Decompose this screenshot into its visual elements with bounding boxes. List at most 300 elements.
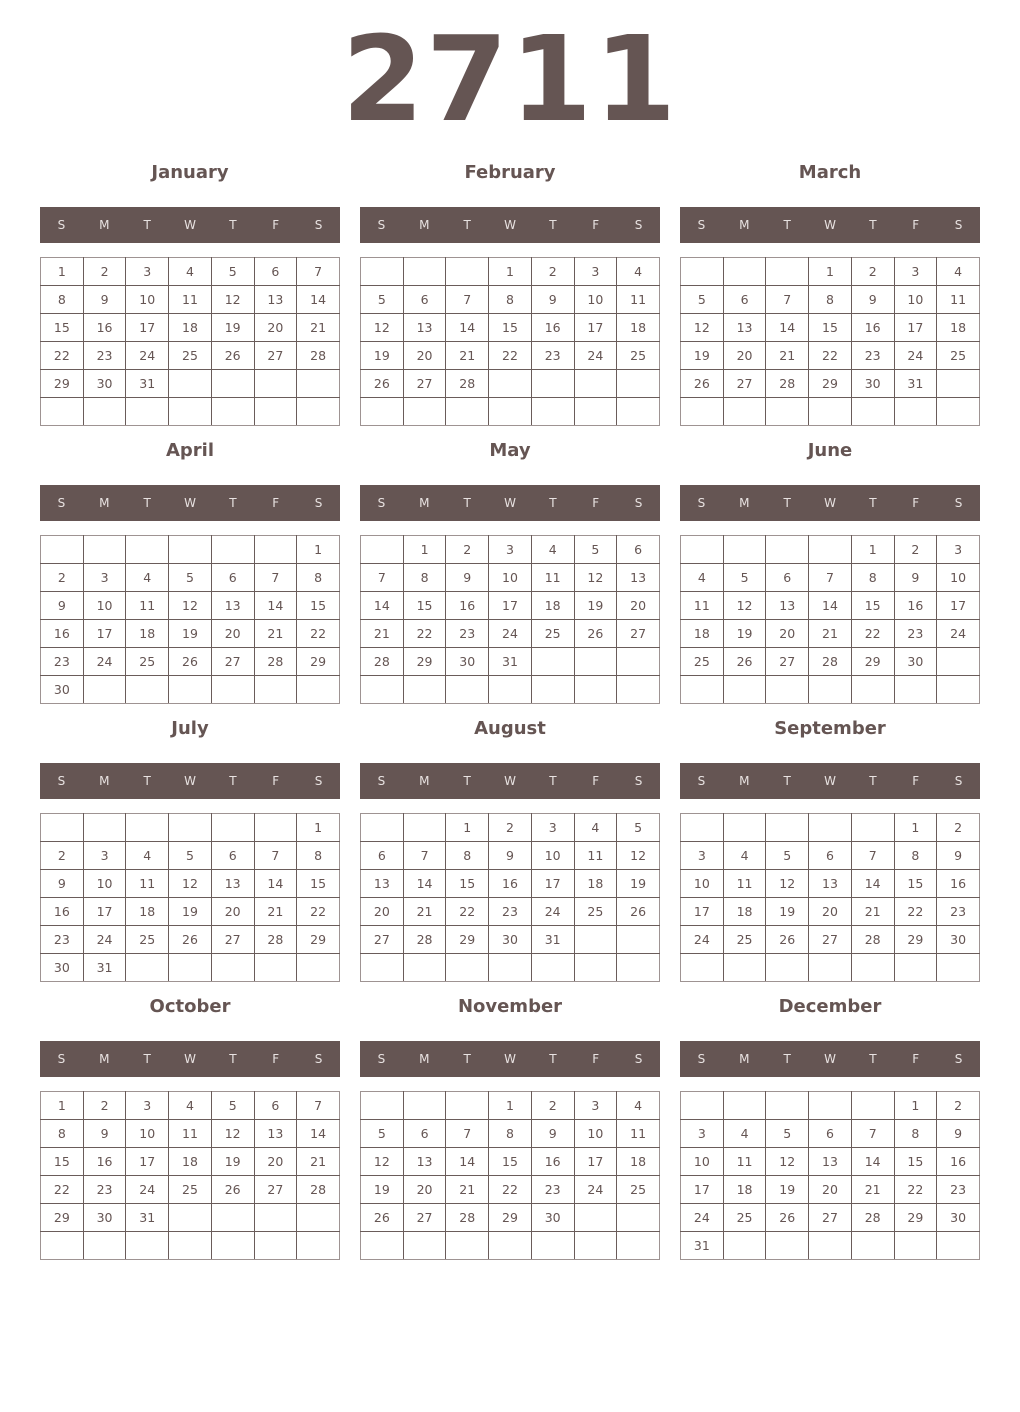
week-row (361, 620, 660, 648)
day-cell: 14 (446, 1148, 489, 1176)
day-cell: 10 (574, 1120, 617, 1148)
month-title: August (474, 718, 546, 739)
day-cell: 18 (723, 1176, 766, 1204)
weekday-label: S (314, 218, 323, 232)
day-cell: 26 (361, 370, 404, 398)
day-cell: 11 (937, 286, 980, 314)
week-row (41, 564, 340, 592)
day-cell: 19 (766, 1176, 809, 1204)
day-cell: 23 (41, 648, 84, 676)
day-cell: 28 (361, 648, 404, 676)
day-cell (297, 954, 340, 982)
weekday-label: M (739, 774, 750, 788)
weekday-label: W (824, 774, 836, 788)
day-cell: 28 (809, 648, 852, 676)
day-cell: 2 (531, 1092, 574, 1120)
week-row (361, 926, 660, 954)
day-cell: 2 (446, 536, 489, 564)
day-cell: 16 (83, 314, 126, 342)
day-cell: 30 (531, 1204, 574, 1232)
day-cell: 9 (937, 1120, 980, 1148)
day-cell: 18 (937, 314, 980, 342)
day-cell (211, 398, 254, 426)
day-cell (617, 926, 660, 954)
day-cell: 21 (361, 620, 404, 648)
week-row (681, 1092, 980, 1120)
day-cell (83, 676, 126, 704)
weekday-label: S (314, 1052, 323, 1066)
day-cell (211, 536, 254, 564)
day-cell (403, 676, 446, 704)
week-row (361, 648, 660, 676)
week-row (681, 536, 980, 564)
day-cell: 29 (809, 370, 852, 398)
day-cell: 9 (83, 1120, 126, 1148)
weekday-label: T (229, 1052, 237, 1066)
day-cell: 25 (574, 898, 617, 926)
day-cell: 3 (937, 536, 980, 564)
week-row (681, 676, 980, 704)
day-cell (809, 676, 852, 704)
day-cell: 5 (723, 564, 766, 592)
day-cell: 2 (83, 258, 126, 286)
day-cell: 16 (531, 1148, 574, 1176)
day-cell (169, 954, 212, 982)
day-cell: 14 (851, 1148, 894, 1176)
day-cell (403, 1092, 446, 1120)
weekday-label: M (739, 496, 750, 510)
day-cell (446, 398, 489, 426)
weekday-label: W (184, 496, 196, 510)
day-cell (41, 814, 84, 842)
month-title: June (807, 440, 853, 461)
day-cell: 16 (41, 620, 84, 648)
day-cell: 11 (126, 592, 169, 620)
day-cell (403, 258, 446, 286)
month-title: September (774, 718, 886, 739)
day-cell: 23 (41, 926, 84, 954)
week-row (41, 870, 340, 898)
week-row (41, 1120, 340, 1148)
day-cell (489, 1232, 532, 1260)
day-cell (254, 954, 297, 982)
weekday-label: W (504, 496, 516, 510)
day-cell: 17 (937, 592, 980, 620)
day-cell: 2 (937, 1092, 980, 1120)
weekday-label: S (954, 218, 963, 232)
week-row (681, 342, 980, 370)
day-cell: 19 (766, 898, 809, 926)
week-row (681, 398, 980, 426)
week-row (41, 926, 340, 954)
day-cell: 28 (446, 1204, 489, 1232)
day-grid (40, 257, 340, 426)
day-cell: 14 (297, 1120, 340, 1148)
week-row (41, 342, 340, 370)
day-cell: 9 (83, 286, 126, 314)
weekday-label: F (272, 774, 280, 788)
day-cell: 16 (851, 314, 894, 342)
weekday-header (680, 1041, 980, 1077)
day-cell (617, 1204, 660, 1232)
day-cell: 5 (211, 1092, 254, 1120)
weekday-label: F (912, 496, 920, 510)
day-cell (723, 398, 766, 426)
day-cell: 13 (211, 870, 254, 898)
weekday-label: W (184, 218, 196, 232)
day-cell (617, 648, 660, 676)
day-cell: 5 (169, 564, 212, 592)
day-cell (361, 536, 404, 564)
day-cell: 12 (169, 870, 212, 898)
week-row (361, 592, 660, 620)
week-row (41, 1232, 340, 1260)
day-cell: 31 (894, 370, 937, 398)
day-cell: 12 (617, 842, 660, 870)
day-cell: 5 (361, 286, 404, 314)
day-cell: 24 (574, 1176, 617, 1204)
day-cell: 4 (169, 1092, 212, 1120)
day-cell (894, 954, 937, 982)
month-title: December (778, 996, 882, 1017)
day-cell: 26 (766, 926, 809, 954)
day-cell: 4 (617, 258, 660, 286)
weekday-header (680, 763, 980, 799)
day-cell: 8 (489, 286, 532, 314)
day-cell (894, 1232, 937, 1260)
day-cell: 7 (403, 842, 446, 870)
day-cell: 28 (254, 648, 297, 676)
day-cell (681, 536, 724, 564)
day-cell (723, 954, 766, 982)
day-cell: 30 (41, 676, 84, 704)
day-cell (41, 1232, 84, 1260)
day-cell: 26 (211, 342, 254, 370)
day-cell: 30 (83, 1204, 126, 1232)
day-cell: 18 (126, 898, 169, 926)
day-cell: 10 (681, 870, 724, 898)
week-row (681, 1120, 980, 1148)
day-cell: 21 (297, 314, 340, 342)
day-cell: 22 (851, 620, 894, 648)
day-cell: 11 (169, 286, 212, 314)
month-title: October (149, 996, 231, 1017)
day-cell: 15 (446, 870, 489, 898)
day-cell: 17 (126, 314, 169, 342)
day-cell: 23 (531, 1176, 574, 1204)
day-cell (254, 398, 297, 426)
day-cell: 9 (41, 592, 84, 620)
day-cell: 11 (617, 286, 660, 314)
day-cell: 11 (169, 1120, 212, 1148)
day-cell: 8 (41, 1120, 84, 1148)
weekday-label: F (592, 774, 600, 788)
day-cell: 8 (446, 842, 489, 870)
day-cell: 5 (169, 842, 212, 870)
day-cell: 25 (681, 648, 724, 676)
day-cell: 8 (297, 842, 340, 870)
day-cell: 9 (937, 842, 980, 870)
day-cell (297, 676, 340, 704)
day-cell: 13 (809, 870, 852, 898)
day-grid (360, 1091, 660, 1260)
day-cell: 22 (489, 1176, 532, 1204)
week-row (361, 536, 660, 564)
day-cell: 11 (126, 870, 169, 898)
day-cell: 28 (446, 370, 489, 398)
week-row (361, 842, 660, 870)
weekday-label: F (912, 774, 920, 788)
day-cell: 25 (126, 648, 169, 676)
day-cell: 25 (169, 342, 212, 370)
day-cell: 3 (681, 842, 724, 870)
day-cell: 13 (254, 1120, 297, 1148)
day-cell: 12 (211, 286, 254, 314)
day-cell: 27 (723, 370, 766, 398)
day-cell: 11 (617, 1120, 660, 1148)
day-cell (681, 258, 724, 286)
weekday-header (680, 207, 980, 243)
weekday-label: W (504, 1052, 516, 1066)
day-cell: 4 (937, 258, 980, 286)
day-cell: 16 (489, 870, 532, 898)
day-cell (574, 370, 617, 398)
day-cell: 17 (531, 870, 574, 898)
day-cell (617, 676, 660, 704)
weekday-label: T (463, 774, 471, 788)
week-row (41, 592, 340, 620)
weekday-label: T (783, 496, 791, 510)
week-row (361, 1148, 660, 1176)
week-row (361, 898, 660, 926)
day-cell: 2 (851, 258, 894, 286)
weekday-label: W (504, 774, 516, 788)
week-row (681, 370, 980, 398)
week-row (681, 898, 980, 926)
day-cell (361, 398, 404, 426)
day-cell: 11 (531, 564, 574, 592)
day-cell: 1 (809, 258, 852, 286)
day-cell: 7 (446, 1120, 489, 1148)
weekday-label: T (143, 218, 151, 232)
week-row (41, 370, 340, 398)
day-cell (723, 1092, 766, 1120)
day-cell (617, 370, 660, 398)
day-cell (297, 398, 340, 426)
weekday-label: S (57, 1052, 66, 1066)
day-cell: 1 (894, 1092, 937, 1120)
day-cell (809, 814, 852, 842)
day-cell (937, 370, 980, 398)
weekday-label: T (549, 218, 557, 232)
day-cell: 15 (489, 314, 532, 342)
day-cell (851, 1092, 894, 1120)
day-cell: 14 (361, 592, 404, 620)
day-cell: 22 (403, 620, 446, 648)
day-cell: 4 (681, 564, 724, 592)
day-cell: 3 (574, 258, 617, 286)
day-cell: 27 (403, 1204, 446, 1232)
day-cell: 29 (297, 926, 340, 954)
day-cell: 8 (489, 1120, 532, 1148)
day-cell (681, 954, 724, 982)
day-cell: 24 (489, 620, 532, 648)
day-cell (937, 954, 980, 982)
day-cell: 23 (531, 342, 574, 370)
weekday-label: W (824, 496, 836, 510)
day-cell: 18 (617, 314, 660, 342)
week-row (41, 398, 340, 426)
day-cell: 3 (681, 1120, 724, 1148)
day-cell: 23 (851, 342, 894, 370)
day-cell: 3 (126, 1092, 169, 1120)
day-cell (83, 814, 126, 842)
day-grid (40, 1091, 340, 1260)
weekday-label: S (57, 496, 66, 510)
day-grid (680, 535, 980, 704)
weekday-header (40, 763, 340, 799)
weekday-label: S (634, 1052, 643, 1066)
week-row (361, 286, 660, 314)
day-cell (937, 648, 980, 676)
day-cell: 19 (723, 620, 766, 648)
day-cell (894, 676, 937, 704)
day-cell: 19 (211, 314, 254, 342)
day-cell: 30 (937, 1204, 980, 1232)
day-cell (211, 814, 254, 842)
week-row (41, 620, 340, 648)
day-grid (680, 257, 980, 426)
day-cell: 27 (361, 926, 404, 954)
day-cell: 18 (169, 314, 212, 342)
day-cell: 14 (446, 314, 489, 342)
week-row (41, 1176, 340, 1204)
day-cell: 31 (489, 648, 532, 676)
weekday-label: T (783, 774, 791, 788)
day-cell: 25 (531, 620, 574, 648)
day-cell: 6 (617, 536, 660, 564)
day-cell (531, 954, 574, 982)
month-title: April (165, 440, 215, 461)
day-cell: 5 (766, 842, 809, 870)
day-cell: 30 (446, 648, 489, 676)
day-cell: 10 (126, 1120, 169, 1148)
weekday-label: T (143, 496, 151, 510)
day-cell: 24 (83, 926, 126, 954)
day-cell: 27 (617, 620, 660, 648)
day-cell: 14 (254, 592, 297, 620)
day-cell: 14 (851, 870, 894, 898)
day-cell: 27 (254, 342, 297, 370)
day-cell: 26 (681, 370, 724, 398)
day-cell: 30 (41, 954, 84, 982)
weekday-label: T (869, 1052, 877, 1066)
week-row (41, 1204, 340, 1232)
day-cell (766, 536, 809, 564)
day-cell: 1 (446, 814, 489, 842)
day-cell: 13 (766, 592, 809, 620)
day-cell: 8 (894, 842, 937, 870)
week-row (681, 1204, 980, 1232)
day-cell: 20 (254, 1148, 297, 1176)
day-cell: 8 (297, 564, 340, 592)
day-cell: 26 (574, 620, 617, 648)
day-cell (531, 370, 574, 398)
year-title: 2711 (341, 10, 679, 148)
day-cell (361, 1232, 404, 1260)
day-cell: 8 (809, 286, 852, 314)
weekday-label: T (549, 774, 557, 788)
day-cell (361, 814, 404, 842)
day-cell: 19 (211, 1148, 254, 1176)
day-cell: 1 (489, 1092, 532, 1120)
day-cell (894, 398, 937, 426)
day-cell (531, 1232, 574, 1260)
day-cell (211, 676, 254, 704)
day-cell (361, 1092, 404, 1120)
day-cell (809, 1232, 852, 1260)
weekday-label: S (634, 218, 643, 232)
weekday-label: F (912, 218, 920, 232)
day-cell: 29 (894, 1204, 937, 1232)
day-cell: 7 (297, 258, 340, 286)
day-cell: 3 (126, 258, 169, 286)
day-cell (574, 676, 617, 704)
day-cell (851, 676, 894, 704)
day-cell: 24 (681, 1204, 724, 1232)
day-cell (403, 398, 446, 426)
day-cell (937, 676, 980, 704)
day-cell: 20 (403, 1176, 446, 1204)
day-cell: 9 (851, 286, 894, 314)
day-cell: 13 (403, 314, 446, 342)
day-cell (297, 370, 340, 398)
day-cell (211, 1232, 254, 1260)
day-cell: 7 (851, 1120, 894, 1148)
day-cell: 4 (531, 536, 574, 564)
day-cell: 3 (531, 814, 574, 842)
day-cell (83, 536, 126, 564)
day-cell: 11 (723, 870, 766, 898)
day-cell (446, 1232, 489, 1260)
day-cell: 10 (126, 286, 169, 314)
day-cell: 4 (126, 564, 169, 592)
day-cell (851, 1232, 894, 1260)
day-cell: 4 (574, 814, 617, 842)
day-cell: 17 (83, 620, 126, 648)
day-cell: 28 (297, 342, 340, 370)
day-cell (574, 398, 617, 426)
day-cell (766, 676, 809, 704)
day-cell: 6 (211, 842, 254, 870)
day-cell: 19 (169, 620, 212, 648)
day-cell (41, 398, 84, 426)
month-title: February (464, 162, 556, 183)
weekday-label: M (99, 774, 110, 788)
day-cell (489, 676, 532, 704)
day-cell (169, 676, 212, 704)
day-cell: 1 (403, 536, 446, 564)
weekday-label: S (314, 496, 323, 510)
month-title: May (489, 440, 531, 461)
weekday-label: S (57, 774, 66, 788)
day-cell: 28 (766, 370, 809, 398)
day-cell (446, 676, 489, 704)
week-row (41, 536, 340, 564)
week-row (41, 314, 340, 342)
day-cell: 13 (403, 1148, 446, 1176)
day-cell: 19 (574, 592, 617, 620)
